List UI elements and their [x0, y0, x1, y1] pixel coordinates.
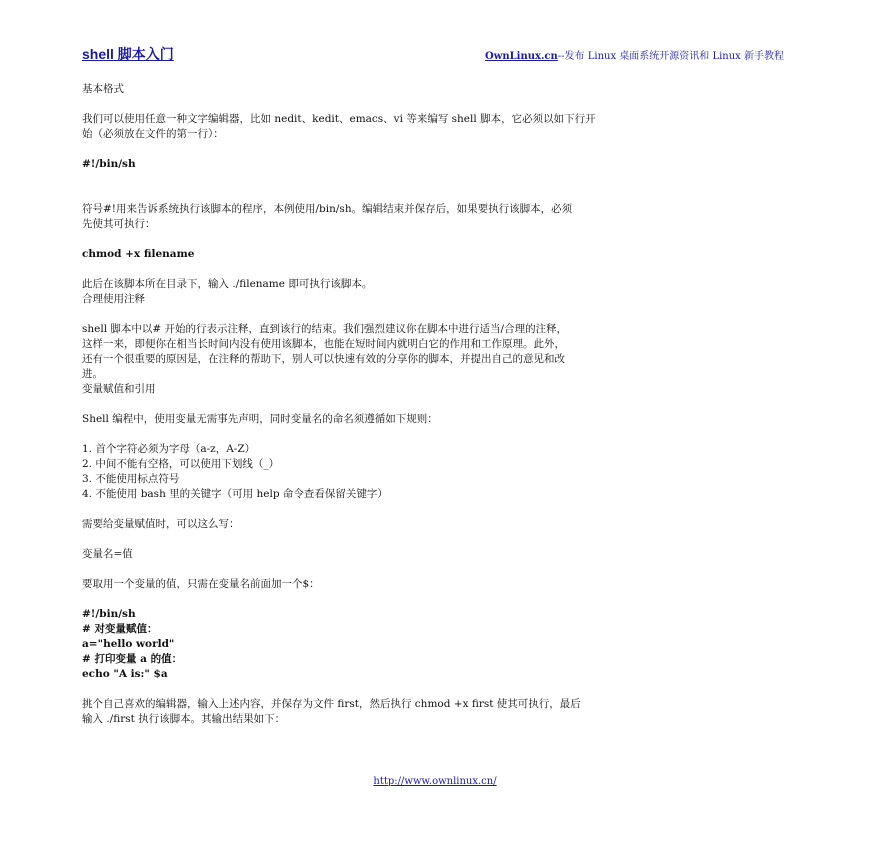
code-line: echo "A is:" $a — [82, 668, 168, 680]
code-line: # 打印变量 a 的值： — [82, 653, 183, 665]
code-line: #!/bin/sh — [82, 158, 136, 170]
paragraph-line: shell 脚本中以# 开始的行表示注释，直到该行的结束。我们强烈建议你在脚本中进行适当/合理的注释， — [82, 323, 568, 335]
list-item: 4. 不能使用 bash 里的关键字（可用 help 命令查看保留关键字） — [82, 488, 388, 500]
paragraph-line: 需要给变量赋值时，可以这么写： — [82, 518, 240, 530]
code-line: # 对变量赋值： — [82, 623, 158, 635]
list-item: 1. 首个字符必须为字母（a-z，A-Z） — [82, 443, 256, 455]
site-info — [485, 47, 784, 62]
paragraph-line: 符号#!用来告诉系统执行该脚本的程序，本例使用/bin/sh。编辑结束并保存后，如果要执行该脚本，必须 — [82, 203, 573, 215]
document-body — [82, 82, 790, 727]
document-title[interactable]: shell 脚本入门 — [82, 46, 174, 62]
paragraph-line: 此后在该脚本所在目录下，输入 ./filename 即可执行该脚本。 — [82, 278, 373, 290]
paragraph-line: 先使其可执行： — [82, 218, 156, 230]
paragraph-line: 始（必须放在文件的第一行）： — [82, 128, 224, 140]
site-name-link[interactable]: OwnLinux.cn — [485, 51, 558, 62]
paragraph-line: 还有一个很重要的原因是，在注释的帮助下，别人可以快速有效的分享你的脚本，并提出自己的意见和改 — [82, 353, 565, 365]
paragraph-line: 我们可以使用任意一种文字编辑器，比如 nedit、kedit、emacs、vi 等来编写 shell 脚本，它必须以如下行开 — [82, 113, 596, 125]
paragraph-line: 这样一来，即便你在相当长时间内没有使用该脚本，也能在短时间内就明白它的作用和工作原理。此外， — [82, 338, 565, 350]
section-heading: 合理使用注释 — [82, 293, 145, 305]
section-heading: 变量赋值和引用 — [82, 383, 156, 395]
footer-url-link[interactable]: http://www.ownlinux.cn/ — [373, 776, 497, 787]
list-item: 2. 中间不能有空格，可以使用下划线（_） — [82, 458, 280, 470]
section-heading: 基本格式 — [82, 83, 124, 95]
paragraph-line: Shell 编程中，使用变量无需事先声明，同时变量名的命名须遵循如下规则： — [82, 413, 438, 425]
site-tagline: --发布 Linux 桌面系统开源资讯和 Linux 新手教程 — [557, 51, 784, 62]
paragraph-line: 输入 ./first 执行该脚本。其输出结果如下： — [82, 713, 286, 725]
paragraph-line: 挑个自己喜欢的编辑器，输入上述内容，并保存为文件 first，然后执行 chmod +x first 使其可执行，最后 — [82, 698, 581, 710]
page-header — [82, 44, 784, 64]
code-line: a="hello world" — [82, 638, 175, 650]
code-line: #!/bin/sh — [82, 608, 136, 620]
list-item: 3. 不能使用标点符号 — [82, 473, 180, 485]
paragraph-line: 要取用一个变量的值，只需在变量名前面加一个$： — [82, 578, 320, 590]
paragraph-line: 进。 — [82, 368, 103, 380]
code-line: chmod +x filename — [82, 248, 195, 260]
paragraph-line: 变量名=值 — [82, 548, 133, 560]
